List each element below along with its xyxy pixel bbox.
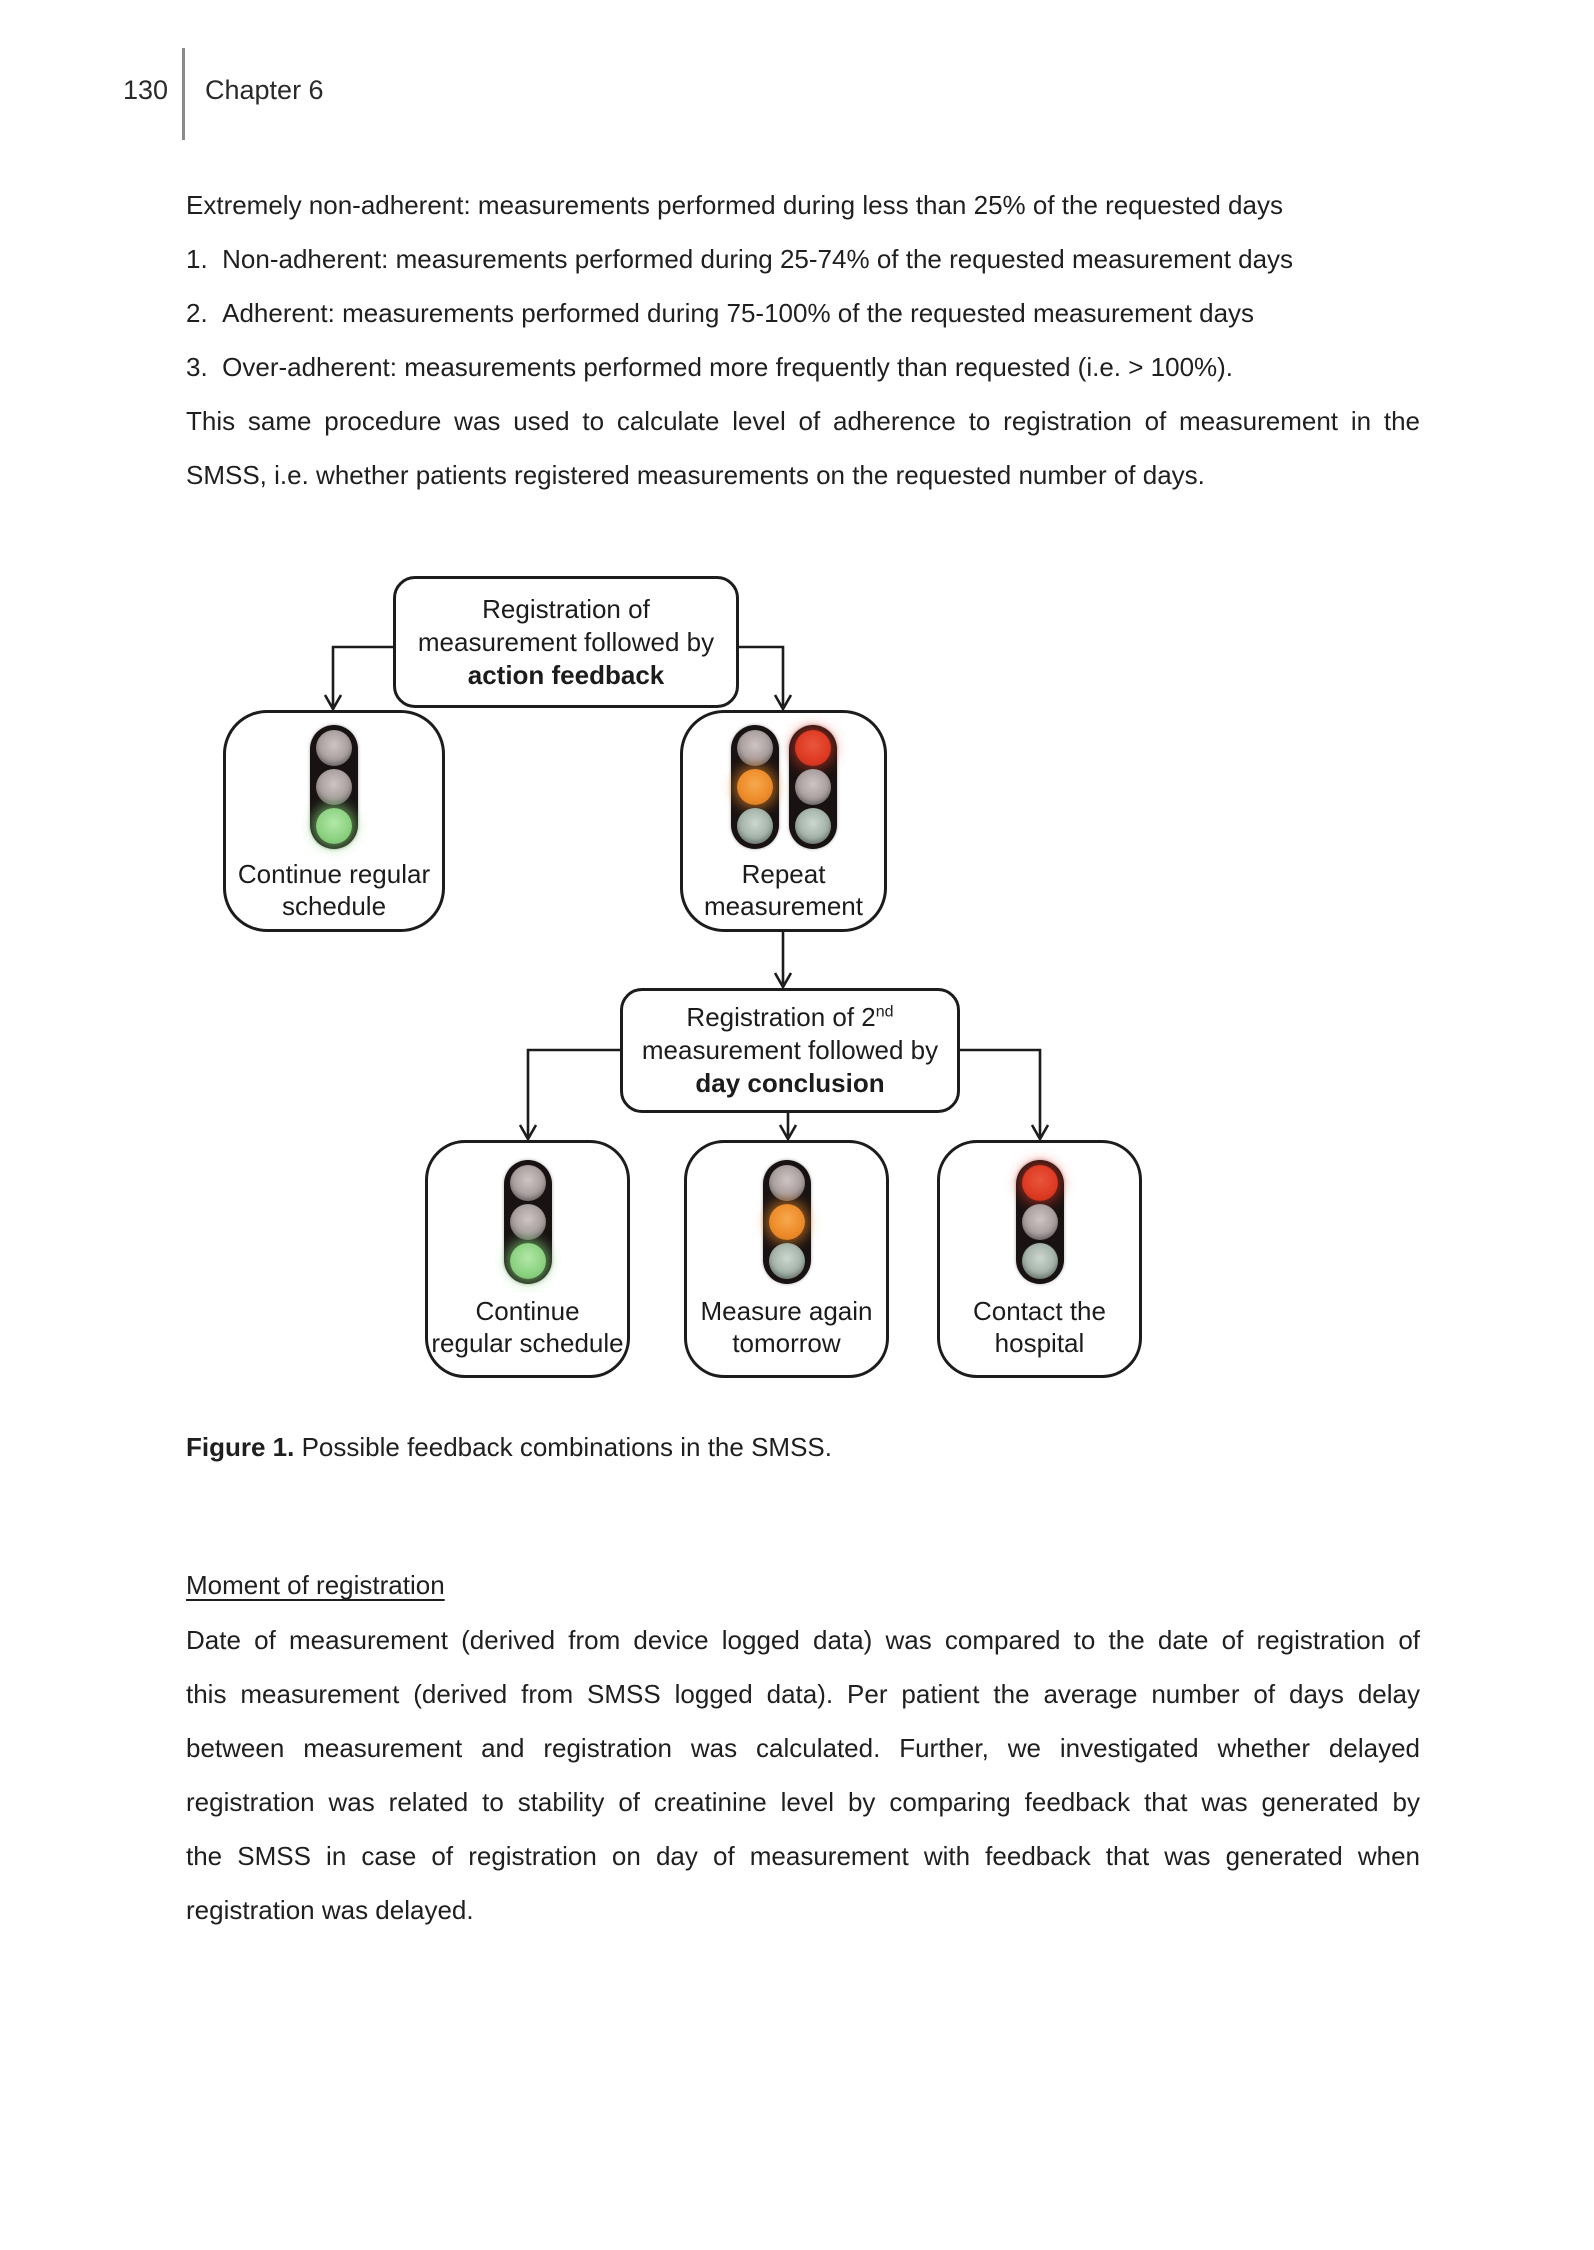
label-line: schedule bbox=[281, 891, 387, 921]
traffic-light-group bbox=[310, 725, 358, 849]
label-line: Repeat bbox=[741, 859, 826, 889]
header-divider bbox=[182, 48, 185, 140]
flow-box-line: Registration of bbox=[482, 593, 650, 624]
traffic-light-bulb-top bbox=[316, 730, 352, 766]
traffic-light bbox=[504, 1160, 552, 1284]
flow-box-day-conclusion bbox=[620, 988, 960, 1113]
traffic-light-bulb-top bbox=[1022, 1165, 1058, 1201]
flow-box-line-bold: day conclusion bbox=[695, 1068, 885, 1098]
flow-box-text bbox=[418, 593, 714, 692]
figure-caption bbox=[186, 1430, 832, 1464]
traffic-light-bulb-middle bbox=[769, 1204, 805, 1240]
traffic-light bbox=[763, 1160, 811, 1284]
flow-box-label bbox=[704, 858, 863, 922]
label-line: hospital bbox=[994, 1328, 1085, 1358]
paragraph-line: SMSS, i.e. whether patients registered measurements on the requested number of days. bbox=[186, 460, 1205, 490]
traffic-light-bulb-top bbox=[737, 730, 773, 766]
adherence-paragraph bbox=[186, 178, 1420, 502]
traffic-light-group bbox=[504, 1160, 552, 1284]
flow-box-text bbox=[642, 1001, 938, 1100]
flow-box-line: measurement followed by bbox=[417, 626, 715, 657]
label-line: regular schedule bbox=[431, 1328, 624, 1358]
traffic-light-bulb-middle bbox=[510, 1204, 546, 1240]
connector-l2-to-bright bbox=[960, 1050, 1040, 1136]
flow-box-label bbox=[238, 858, 430, 922]
flow-box-label bbox=[431, 1295, 623, 1359]
paragraph-line: between measurement and registration was calculated. Further, we investigated whether delayed bbox=[186, 1733, 1420, 1763]
flow-box-label bbox=[701, 1295, 873, 1359]
label-line: Measure again bbox=[700, 1296, 873, 1326]
flow-box-measure-again-tomorrow bbox=[684, 1140, 889, 1378]
moment-of-registration-paragraph bbox=[186, 1613, 1420, 1937]
traffic-light-bulb-middle bbox=[737, 769, 773, 805]
flow-box-repeat-measurement bbox=[680, 710, 887, 932]
traffic-light-bulb-bottom bbox=[795, 808, 831, 844]
paragraph-line: the SMSS in case of registration on day of measurement with feedback that was generated when bbox=[186, 1841, 1420, 1871]
traffic-light bbox=[789, 725, 837, 849]
figure-caption-number: Figure 1. bbox=[186, 1432, 295, 1462]
traffic-light-group bbox=[731, 725, 837, 849]
label-line: measurement bbox=[704, 891, 863, 921]
flow-box-action-feedback bbox=[393, 576, 739, 708]
flow-box-line: Registration of 2 bbox=[686, 1002, 876, 1032]
flow-box-label bbox=[973, 1295, 1106, 1359]
figure-1-flowchart bbox=[0, 570, 1594, 1400]
traffic-light-bulb-middle bbox=[316, 769, 352, 805]
traffic-light-bulb-middle bbox=[1022, 1204, 1058, 1240]
paragraph-line: this measurement (derived from SMSS logged data). Per patient the average number of days delay bbox=[186, 1679, 1420, 1709]
paragraph-line: registration was related to stability of creatinine level by comparing feedback that was generated by bbox=[186, 1787, 1420, 1817]
figure-caption-text: Possible feedback combinations in the SMSS. bbox=[294, 1432, 832, 1462]
paragraph-line: Date of measurement (derived from device logged data) was compared to the date of registration of bbox=[186, 1625, 1420, 1655]
chapter-title: Chapter 6 bbox=[205, 75, 324, 105]
label-line: Contact the bbox=[973, 1296, 1106, 1326]
traffic-light-group bbox=[763, 1160, 811, 1284]
paragraph-line: This same procedure was used to calculate level of adherence to registration of measurement in the bbox=[186, 406, 1420, 436]
traffic-light-bulb-bottom bbox=[737, 808, 773, 844]
connector-top-to-left bbox=[333, 647, 393, 706]
superscript-nd: nd bbox=[875, 1003, 894, 1021]
label-line: Continue bbox=[475, 1296, 580, 1326]
section-heading: Moment of registration bbox=[186, 1570, 445, 1600]
label-line: Continue regular bbox=[237, 859, 431, 889]
connector-l2-to-bleft bbox=[528, 1050, 620, 1136]
traffic-light bbox=[731, 725, 779, 849]
traffic-light bbox=[310, 725, 358, 849]
flow-box-continue-regular-schedule bbox=[223, 710, 445, 932]
traffic-light-bulb-top bbox=[769, 1165, 805, 1201]
label-line: tomorrow bbox=[732, 1328, 841, 1358]
flow-box-continue-regular-schedule-2 bbox=[425, 1140, 630, 1378]
traffic-light-bulb-bottom bbox=[1022, 1243, 1058, 1279]
traffic-light-bulb-top bbox=[510, 1165, 546, 1201]
list-item: 1. Non-adherent: measurements performed during 25-74% of the requested measurement days bbox=[186, 244, 1294, 274]
traffic-light bbox=[1016, 1160, 1064, 1284]
list-item: 3. Over-adherent: measurements performed more frequently than requested (i.e. > 100%). bbox=[186, 352, 1234, 382]
page-number: 130 bbox=[122, 75, 168, 105]
traffic-light-group bbox=[1016, 1160, 1064, 1284]
traffic-light-bulb-bottom bbox=[769, 1243, 805, 1279]
traffic-light-bulb-middle bbox=[795, 769, 831, 805]
flow-box-line: measurement followed by bbox=[641, 1035, 939, 1065]
list-item: 2. Adherent: measurements performed during 75-100% of the requested measurement days bbox=[186, 298, 1255, 328]
flow-box-contact-hospital bbox=[937, 1140, 1142, 1378]
traffic-light-bulb-bottom bbox=[510, 1243, 546, 1279]
traffic-light-bulb-bottom bbox=[316, 808, 352, 844]
traffic-light-bulb-top bbox=[795, 730, 831, 766]
flow-box-line-bold: action feedback bbox=[467, 659, 665, 690]
paragraph-line: Extremely non-adherent: measurements performed during less than 25% of the requested days bbox=[186, 190, 1283, 220]
paragraph-line: registration was delayed. bbox=[186, 1895, 474, 1925]
